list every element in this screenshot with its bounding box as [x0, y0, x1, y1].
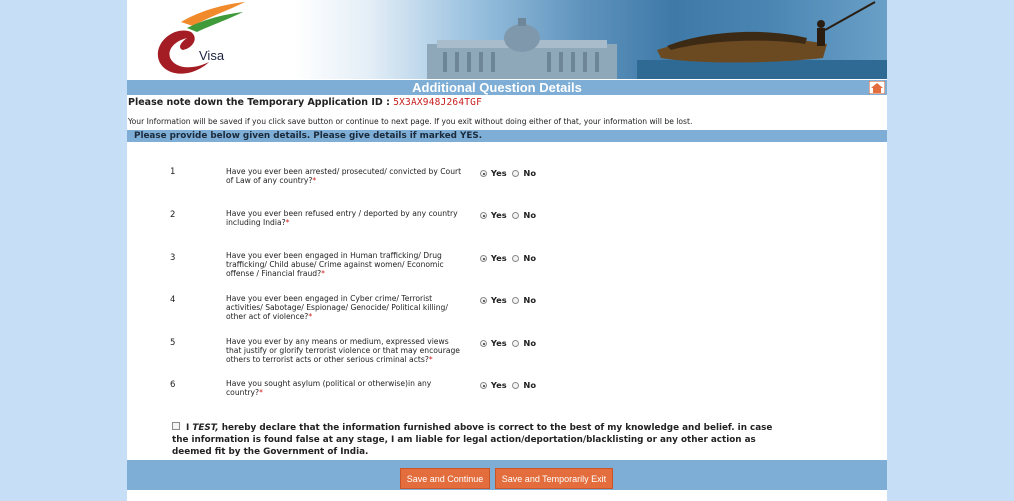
question-number: 2 — [170, 210, 176, 220]
question-options — [480, 380, 600, 390]
yes-label: Yes — [490, 380, 507, 390]
question-number: 6 — [170, 380, 176, 390]
evisa-logo — [141, 2, 251, 76]
required-mark: * — [312, 176, 317, 185]
yes-label: Yes — [490, 253, 507, 263]
required-mark: * — [285, 218, 290, 227]
no-label: No — [523, 253, 537, 263]
home-icon[interactable] — [869, 81, 885, 94]
temporary-id-value: 5X3AX948J264TGF — [393, 97, 482, 108]
page-title: Additional Question Details — [412, 80, 582, 95]
required-mark: * — [259, 388, 263, 397]
section-header-text: Please provide below given details. Please give details if marked YES. — [134, 131, 483, 141]
declaration-text: hereby declare that the information furnished above is correct to the best of my knowledge and belief. in case the information is found false at any stage, I am liable for legal action/deportation/blacklisting or any other action as deemed fit by the Government of India. — [172, 423, 773, 457]
logo-text: Visa — [199, 48, 225, 63]
yes-radio[interactable] — [480, 212, 487, 219]
no-radio[interactable] — [512, 255, 519, 262]
declaration-name: TEST, — [192, 423, 219, 433]
temporary-id-line — [128, 97, 482, 108]
no-radio[interactable] — [512, 297, 519, 304]
save-continue-button[interactable]: Save and Continue — [400, 468, 490, 489]
declaration-checkbox[interactable] — [172, 422, 180, 430]
question-options — [480, 338, 600, 348]
question-text: Have you ever been engaged in Human trafficking/ Drug trafficking/ Child abuse/ Crime against women/ Economic offense / Financial fraud?* — [226, 251, 444, 278]
question-number: 4 — [170, 295, 176, 305]
question-options — [480, 210, 600, 220]
building-image — [427, 14, 617, 79]
question-text: Have you ever been refused entry / deported by any country including India?* — [226, 209, 458, 227]
yes-label: Yes — [490, 295, 507, 305]
yes-radio[interactable] — [480, 340, 487, 347]
yes-radio[interactable] — [480, 170, 487, 177]
no-radio[interactable] — [512, 170, 519, 177]
question-options — [480, 295, 600, 305]
temporary-id-label: Please note down the Temporary Application ID : — [128, 97, 390, 108]
declaration-prefix: I — [186, 423, 190, 433]
yes-radio[interactable] — [480, 297, 487, 304]
title-bar — [127, 80, 887, 95]
question-text: Have you ever been engaged in Cyber crime/ Terrorist activities/ Sabotage/ Espionage/ Genocide/ Political killing/ other act of violence?* — [226, 294, 448, 321]
no-radio[interactable] — [512, 212, 519, 219]
question-text: Have you ever been arrested/ prosecuted/ convicted by Court of Law of any country?* — [226, 167, 462, 185]
header-banner — [127, 0, 887, 79]
no-label: No — [523, 168, 537, 178]
question-text: Have you ever by any means or medium, expressed views that justify or glorify terrorist violence or that may encourage others to terrorist acts or other serious criminal acts?* — [226, 337, 460, 364]
required-mark: * — [321, 269, 325, 278]
question-options — [480, 168, 600, 178]
yes-label: Yes — [490, 210, 507, 220]
save-exit-button[interactable]: Save and Temporarily Exit — [495, 468, 613, 489]
yes-radio[interactable] — [480, 255, 487, 262]
required-mark: * — [428, 355, 433, 364]
question-number: 3 — [170, 253, 176, 263]
no-label: No — [523, 210, 537, 220]
yes-label: Yes — [490, 338, 507, 348]
page-container — [127, 0, 887, 501]
boat-image — [637, 0, 887, 79]
question-options — [480, 253, 600, 263]
question-number: 5 — [170, 338, 176, 348]
declaration — [172, 422, 782, 458]
no-label: No — [523, 295, 537, 305]
required-mark: * — [308, 312, 313, 321]
yes-label: Yes — [490, 168, 507, 178]
question-number: 1 — [170, 167, 176, 177]
no-radio[interactable] — [512, 340, 519, 347]
no-label: No — [523, 380, 537, 390]
no-label: No — [523, 338, 537, 348]
yes-radio[interactable] — [480, 382, 487, 389]
section-header — [127, 130, 887, 142]
question-text: Have you sought asylum (political or otherwise)in any country?* — [226, 379, 432, 397]
info-text: Your Information will be saved if you click save button or continue to next page. If you exit without doing either of that, your information will be lost. — [128, 117, 693, 126]
no-radio[interactable] — [512, 382, 519, 389]
